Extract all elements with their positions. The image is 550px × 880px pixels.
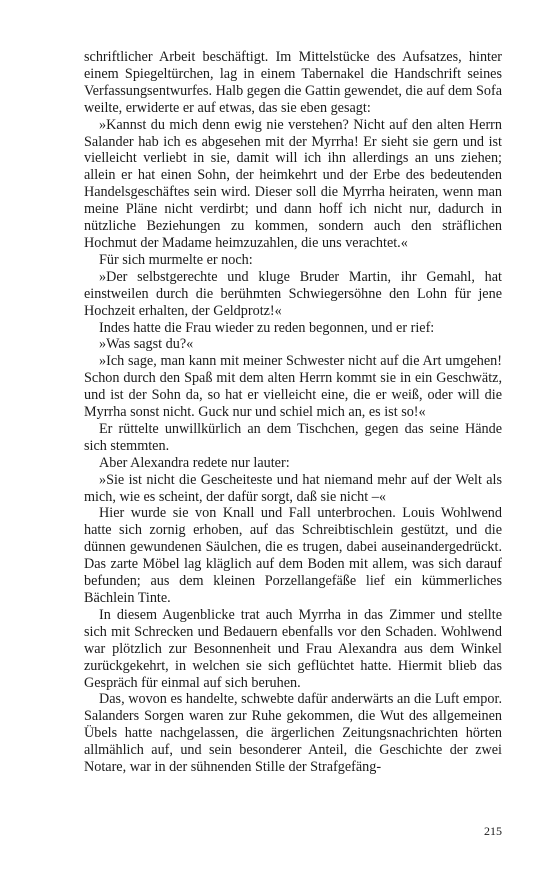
paragraph-6: »Was sagst du?« <box>99 336 194 353</box>
paragraph-11: Hier wurde sie von Knall und Fall unterbrochen. Louis Wohlwend hatte sich zornig erhoben, auf das Schreibtischlein gestützt, und die dünnen gewundenen Säulchen, die es trugen, dabei auseinandergedrückt. Das zarte Möbel lag kläglich auf dem Boden mit allem, was sich darauf befunden; aus dem kleinen Porzellangefäße lief ein kümmerliches Bächlein Tinte. <box>84 505 502 606</box>
paragraph-1: schriftlicher Arbeit beschäftigt. Im Mittelstücke des Aufsatzes, hinter einem Spiegeltürchen, lag in einem Tabernakel die Handschrift seines Verfassungsentwurfes. Halb gegen die Gattin gewendet, die auf dem Sofa weilte, erwiderte er auf etwas, das sie eben gesagt: <box>84 49 503 116</box>
paragraph-13: Das, wovon es handelte, schwebte dafür anderwärts an die Luft empor. Salanders Sorgen waren zur Ruhe gekommen, die Wut des allgemeinen Übels hatte nachgelassen, die ärgerlichen Zeitungsnachrichten hörten allmählich auf, und sein besonderer Anteil, die Geschichte der zwei Notare, war in der sühnenden Stille der Strafgefäng- <box>84 691 502 776</box>
paragraph-5: Indes hatte die Frau wieder zu reden begonnen, und er rief: <box>99 319 435 336</box>
paragraph-2: »Kannst du mich denn ewig nie verstehen? Nicht auf den alten Herrn Salander hab ich es abgesehen mit der Myrrha! Er sieht sie gern und ist vielleicht verliebt in sie, damit will ich ihn allerdings an uns ziehen; allein er hat einen Sohn, der heimkehrt und der Erbe des bedeutenden Handelsgeschäftes sein wird. Dieser soll die Myrrha heiraten, wenn man meine Pläne nicht verdirbt; und dann hoff ich nicht nur, dadurch in nützliche Beziehungen zu kommen, sondern auch den sträflichen Hochmut der Madame heimzuzahlen, die uns verachtet.« <box>84 116 502 251</box>
paragraph-9: Aber Alexandra redete nur lauter: <box>99 454 290 471</box>
paragraph-3: Für sich murmelte er noch: <box>99 251 253 268</box>
paragraph-12: In diesem Augenblicke trat auch Myrrha in das Zimmer und stellte sich mit Schrecken und Bedauern ebenfalls vor den Schaden. Wohlwend war plötzlich zur Besonnenheit und Frau Alexandra aus dem Winkel zurückgekehrt, in welchen sie sich geflüchtet hatte. Hiermit blieb das Gespräch für einmal auf sich beruhen. <box>84 606 502 691</box>
page-number: 215 <box>484 824 502 838</box>
paragraph-8: Er rüttelte unwillkürlich an dem Tischchen, gegen das seine Hände sich stemmten. <box>84 420 502 454</box>
paragraph-4: »Der selbstgerechte und kluge Bruder Martin, ihr Gemahl, hat einstweilen durch die berühmten Schwiegersöhne den Lohn für jene Hochzeit erhalten, der Geldprotz!« <box>84 268 502 319</box>
book-page-text <box>84 49 502 776</box>
paragraph-7: »Ich sage, man kann mit meiner Schwester nicht auf die Art umgehen! Schon durch den Spaß mit dem alten Herrn kommt sie in ein Geschwätz, und ist der Sohn da, so hat er vielleicht eine, die er weiß, oder will die Myrrha sonst nicht. Guck nur und schiel mich an, es ist so!« <box>84 353 502 421</box>
paragraph-10: »Sie ist nicht die Gescheiteste und hat niemand mehr auf der Welt als mich, wie es scheint, der dafür sorgt, daß sie nicht –« <box>84 471 502 505</box>
